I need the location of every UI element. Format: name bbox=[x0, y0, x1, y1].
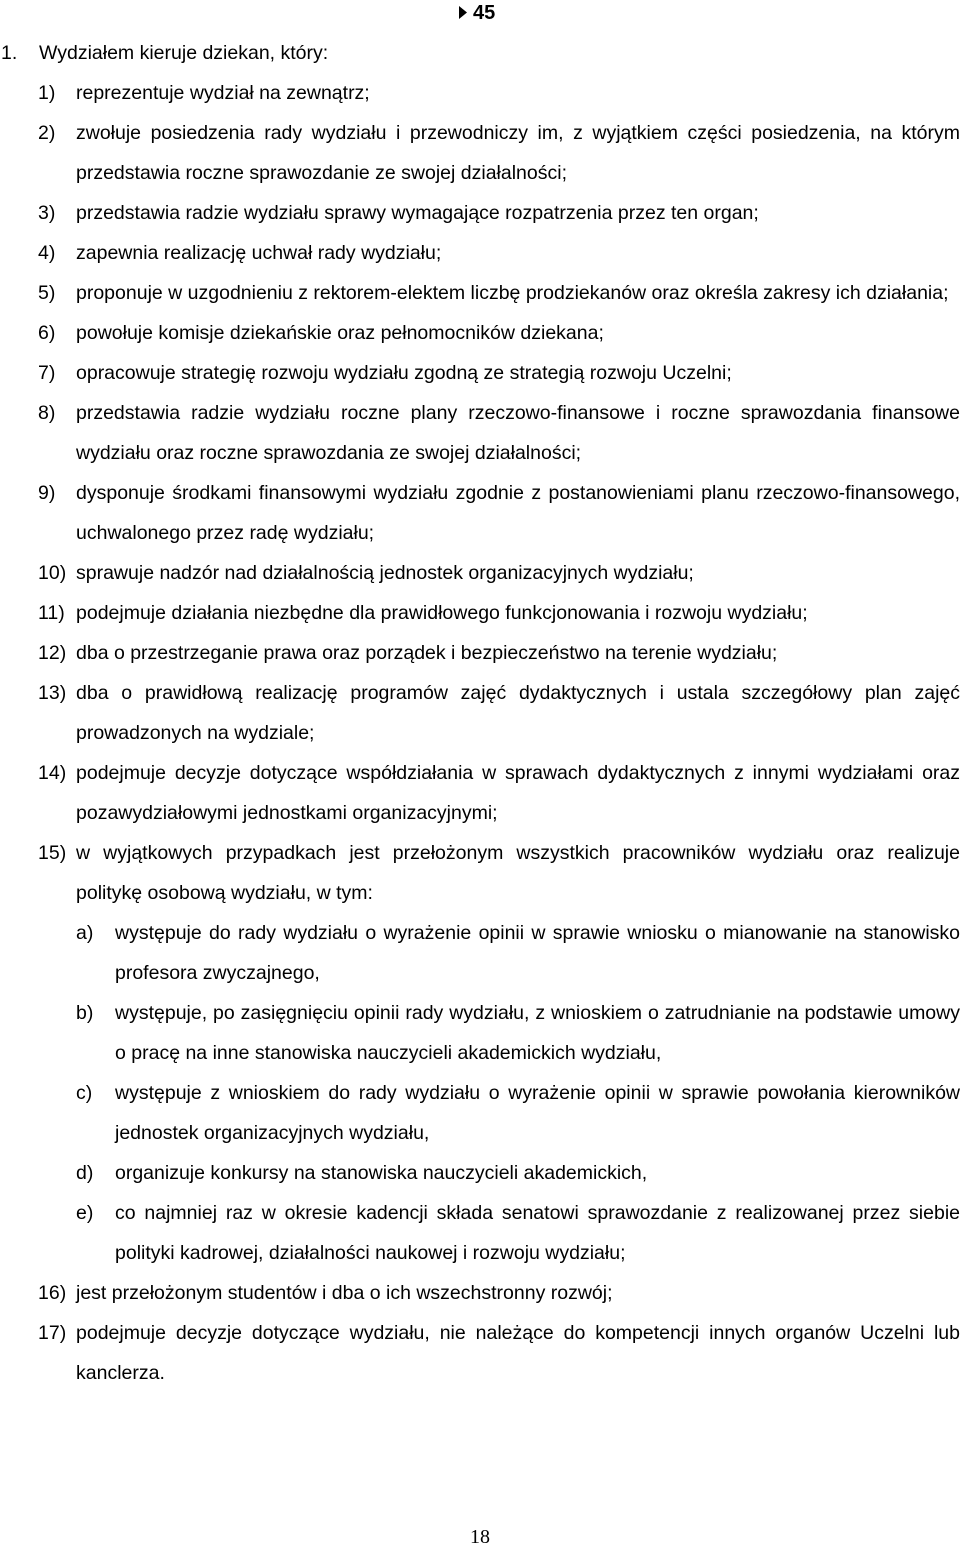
section-number-text: 45 bbox=[473, 2, 496, 24]
section-arrow-icon bbox=[459, 0, 467, 28]
item-number: 10) bbox=[38, 562, 67, 584]
item-number: 15) bbox=[38, 842, 67, 864]
item-text: jest przełożonym studentów i dba o ich wszechstronny rozwój; bbox=[76, 1282, 613, 1304]
item-text: podejmuje decyzje dotyczące współdziałania w sprawach dydaktycznych z innymi wydziałami oraz pozawydziałowymi jednostkami organizacyjnymi; bbox=[76, 762, 960, 824]
list-item bbox=[0, 473, 960, 553]
sub-item-text: występuje z wnioskiem do rady wydziału o wyrażenie opinii w sprawie powołania kierowników jednostek organizacyjnych wydziału, bbox=[115, 1082, 960, 1144]
list-item bbox=[0, 393, 960, 473]
list-item bbox=[0, 553, 960, 593]
intro-line bbox=[0, 33, 328, 73]
list-item bbox=[0, 593, 960, 633]
list-item bbox=[0, 833, 960, 913]
sub-list-item bbox=[0, 1193, 960, 1273]
item-text: dba o prawidłową realizację programów zajęć dydaktycznych i ustala szczegółowy plan zajęć prowadzonych na wydziale; bbox=[76, 682, 960, 744]
sub-item-letter: e) bbox=[76, 1202, 94, 1224]
item-number: 5) bbox=[38, 282, 56, 304]
item-number: 4) bbox=[38, 242, 56, 264]
intro-number: 1. bbox=[1, 42, 18, 64]
item-text: proponuje w uzgodnieniu z rektorem-elektem liczbę prodziekanów oraz określa zakresy ich działania; bbox=[76, 282, 949, 304]
sub-item-letter: b) bbox=[76, 1002, 94, 1024]
list-item bbox=[0, 753, 960, 833]
list-item bbox=[0, 313, 960, 353]
item-number: 17) bbox=[38, 1322, 67, 1344]
item-number: 1) bbox=[38, 82, 56, 104]
item-text: podejmuje decyzje dotyczące wydziału, nie należące do kompetencji innych organów Uczelni lub kanclerza. bbox=[76, 1322, 960, 1384]
list-item bbox=[0, 633, 960, 673]
list-item bbox=[0, 353, 960, 393]
sub-item-text: co najmniej raz w okresie kadencji składa senatowi sprawozdanie z realizowanej przez siebie polityki kadrowej, działalności naukowej i rozwoju wydziału; bbox=[115, 1202, 960, 1264]
sub-item-letter: c) bbox=[76, 1082, 93, 1104]
sub-item-letter: d) bbox=[76, 1162, 94, 1184]
page-number: 18 bbox=[470, 1526, 490, 1548]
item-number: 6) bbox=[38, 322, 56, 344]
list-item bbox=[0, 233, 960, 273]
item-text: zwołuje posiedzenia rady wydziału i przewodniczy im, z wyjątkiem części posiedzenia, na którym przedstawia roczne sprawozdanie ze swojej działalności; bbox=[76, 122, 960, 184]
sub-list-item bbox=[0, 913, 960, 993]
sub-item-text: występuje, po zasięgnięciu opinii rady wydziału, z wnioskiem o zatrudnianie na podstawie umowy o pracę na inne stanowiska nauczycieli akademickich wydziału, bbox=[115, 1002, 960, 1064]
intro-text: Wydziałem kieruje dziekan, który: bbox=[39, 42, 329, 64]
item-text: dba o przestrzeganie prawa oraz porządek i bezpieczeństwo na terenie wydziału; bbox=[76, 642, 778, 664]
sub-list-item bbox=[0, 993, 960, 1073]
item-number: 8) bbox=[38, 402, 56, 424]
list-item bbox=[0, 113, 960, 193]
item-text: dysponuje środkami finansowymi wydziału zgodnie z postanowieniami planu rzeczowo-finansowego, uchwalonego przez radę wydziału; bbox=[76, 482, 960, 544]
item-text: w wyjątkowych przypadkach jest przełożonym wszystkich pracowników wydziału oraz realizuje politykę osobową wydziału, w tym: bbox=[76, 842, 960, 904]
sub-item-text: występuje do rady wydziału o wyrażenie opinii w sprawie wniosku o mianowanie na stanowisko profesora zwyczajnego, bbox=[115, 922, 960, 984]
list-item bbox=[0, 1313, 960, 1393]
item-text: reprezentuje wydział na zewnątrz; bbox=[76, 82, 370, 104]
duties-list bbox=[0, 73, 960, 1393]
section-number bbox=[459, 0, 495, 28]
item-text: przedstawia radzie wydziału roczne plany rzeczowo-finansowe i roczne sprawozdania finansowe wydziału oraz roczne sprawozdania ze swojej działalności; bbox=[76, 402, 960, 464]
item-number: 2) bbox=[38, 122, 56, 144]
item-number: 7) bbox=[38, 362, 56, 384]
list-item bbox=[0, 1273, 960, 1313]
item-number: 12) bbox=[38, 642, 67, 664]
item-number: 14) bbox=[38, 762, 67, 784]
item-number: 3) bbox=[38, 202, 56, 224]
item-number: 13) bbox=[38, 682, 67, 704]
sub-item-letter: a) bbox=[76, 922, 94, 944]
item-text: przedstawia radzie wydziału sprawy wymagające rozpatrzenia przez ten organ; bbox=[76, 202, 759, 224]
item-text: opracowuje strategię rozwoju wydziału zgodną ze strategią rozwoju Uczelni; bbox=[76, 362, 732, 384]
item-text: zapewnia realizację uchwał rady wydziału; bbox=[76, 242, 442, 264]
item-text: podejmuje działania niezbędne dla prawidłowego funkcjonowania i rozwoju wydziału; bbox=[76, 602, 808, 624]
item-number: 9) bbox=[38, 482, 56, 504]
sub-list-item bbox=[0, 1073, 960, 1153]
list-item bbox=[0, 273, 960, 313]
sub-item-text: organizuje konkursy na stanowiska nauczycieli akademickich, bbox=[115, 1162, 648, 1184]
item-number: 11) bbox=[38, 602, 65, 624]
list-item bbox=[0, 673, 960, 753]
list-item bbox=[0, 193, 960, 233]
item-number: 16) bbox=[38, 1282, 67, 1304]
list-item bbox=[0, 73, 960, 113]
item-text: powołuje komisje dziekańskie oraz pełnomocników dziekana; bbox=[76, 322, 604, 344]
item-text: sprawuje nadzór nad działalnością jednostek organizacyjnych wydziału; bbox=[76, 562, 694, 584]
sub-list-item bbox=[0, 1153, 960, 1193]
